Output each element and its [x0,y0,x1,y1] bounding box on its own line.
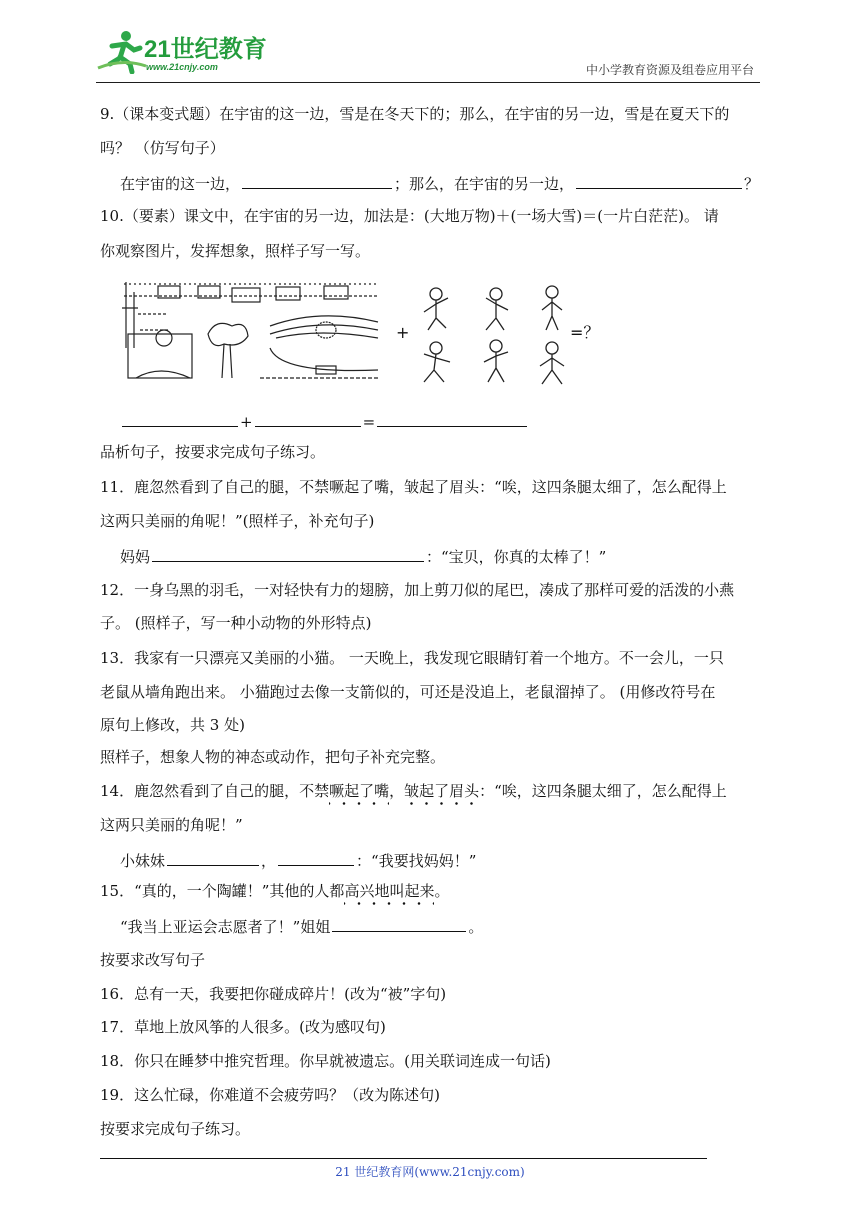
question-16: 16．总有一天，我要把你碰成碎片！(改为“被”字句) [100,985,447,1003]
question-14-text-b: ， [389,782,405,800]
question-13-line-1: 13．我家有一只漂亮又美丽的小猫。 一天晚上，我发现它眼睛钉着一个地方。不一会儿，一只 [100,649,724,667]
question-14-comma: ， [261,852,277,870]
question-10-illustration [120,278,610,388]
question-13-line-3: 原句上修改，共 3 处) [100,716,245,734]
question-14-blank-2[interactable] [278,849,354,866]
question-10-equals: = [362,413,376,431]
question-14-emphasis-1: 噘起了嘴 [329,782,390,800]
runner-logo-icon [96,28,148,74]
figure-plus-sign: + [396,323,410,342]
children-picture [424,286,564,384]
question-11-line-2: 这两只美丽的角呢！”(照样子，补充句子) [100,512,375,530]
question-15-suffix: 。 [468,918,484,936]
playground-picture [120,278,378,386]
question-14-line-1 [100,781,727,801]
question-15-prefix: “我当上亚运会志愿者了！”姐姐 [120,918,331,936]
question-9-line-1: 9.（课本变式题）在宇宙的这一边，雪是在冬天下的；那么，在宇宙的另一边，雪是在夏天下的 [100,105,730,123]
question-11-suffix: ：“宝贝，你真的太棒了！” [426,548,607,566]
question-9-blank-1[interactable] [242,172,392,189]
question-14-text-a: 14．鹿忽然看到了自己的腿，不禁 [100,782,330,800]
question-19: 19．这么忙碌，你难道不会疲劳吗？（改为陈述句) [100,1086,440,1104]
question-15-text-a: 15．“真的，一个陶罐！”其他的人都 [100,882,345,900]
question-9-blank-2[interactable] [576,172,742,189]
page-footer: 21 世纪教育网(www.21cnjy.com) [335,1165,525,1179]
question-11-answer-line [120,545,606,567]
question-10-answer-line [120,410,529,432]
question-11-prefix: 妈妈 [120,548,151,566]
question-10-line-1: 10.（要素）课文中，在宇宙的另一边，加法是：(大地万物)＋(一场大雪)＝(一片白茫茫)。 请 [100,207,719,225]
question-9-answer-line [120,172,759,194]
question-14-quote: ：“我要找妈妈！” [356,852,477,870]
question-10-blank-2[interactable] [255,410,361,427]
section-heading-1: 品析句子，按要求完成句子练习。 [100,443,326,461]
question-10-blank-3[interactable] [377,410,527,427]
site-logo [96,28,276,76]
page-header [96,28,760,83]
question-13-line-2: 老鼠从墙角跑出来。 小猫跑过去像一支箭似的，可还是没追上，老鼠溜掉了。 (用修改符号在 [100,683,716,701]
question-12-line-2: 子。 (照样子，写一种小动物的外形特点) [100,614,372,632]
question-10-blank-1[interactable] [122,410,238,427]
question-11-blank[interactable] [152,545,424,562]
figure-equals-question: =？ [570,323,600,342]
question-9-prefix: 在宇宙的这一边， [120,175,241,193]
question-10-plus: + [240,413,253,431]
question-9-line-2: 吗？ （仿写句子） [100,139,225,157]
question-9-middle: ；那么，在宇宙的另一边， [394,175,575,193]
footer-divider [100,1158,707,1159]
question-15-answer-line [120,915,483,937]
question-14-answer-line [120,849,476,871]
question-15-line-1 [100,881,449,901]
question-14-blank-1[interactable] [167,849,259,866]
logo-url: www.21cnjy.com [146,62,218,72]
question-15-blank[interactable] [332,915,466,932]
question-18: 18．你只在睡梦中推究哲理。你早就被遗忘。(用关联词连成一句话) [100,1052,551,1070]
question-17: 17．草地上放风筝的人很多。(改为感叹句) [100,1018,386,1036]
section-heading-4: 按要求完成句子练习。 [100,1120,251,1138]
question-9-end: ？ [744,175,760,193]
question-14-text-c: ：“唉，这四条腿太细了，怎么配得上 [479,782,727,800]
question-12-line-1: 12．一身乌黑的羽毛，一对轻快有力的翅膀，加上剪刀似的尾巴，凑成了那样可爱的活泼的小燕 [100,581,735,599]
question-14-line-2: 这两只美丽的角呢！” [100,816,243,834]
question-15-emphasis: 高兴地叫起来 [344,882,435,900]
question-14-subject: 小妹妹 [120,852,166,870]
question-14-emphasis-2: 皱起了眉头 [404,782,480,800]
question-11-line-1: 11．鹿忽然看到了自己的腿，不禁噘起了嘴，皱起了眉头：“唉，这四条腿太细了，怎么配得上 [100,478,727,496]
logo-title: 21世纪教育 [144,36,267,63]
platform-name: 中小学教育资源及组卷应用平台 [585,63,754,77]
question-10-line-2: 你观察图片，发挥想象，照样子写一写。 [100,242,371,260]
question-15-period: 。 [434,882,450,900]
section-heading-2: 照样子，想象人物的神态或动作，把句子补充完整。 [100,748,446,766]
section-heading-3: 按要求改写句子 [100,951,206,969]
